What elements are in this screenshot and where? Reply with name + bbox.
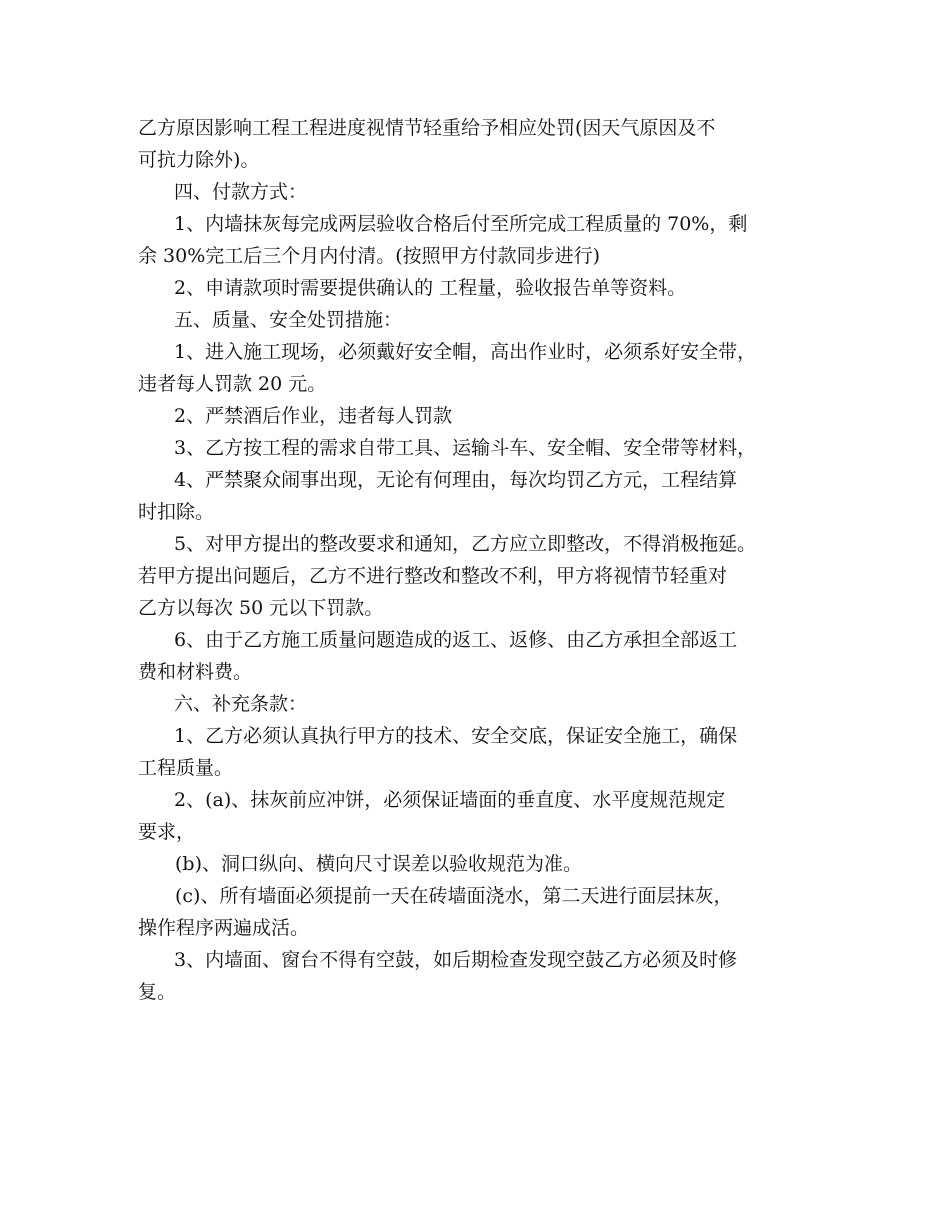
text-line: 五、质量、安全处罚措施： [174, 309, 403, 331]
text-line: 2、申请款项时需要提供确认的 工程量，验收报告单等资料。 [174, 277, 687, 299]
text-line: 1、乙方必须认真执行甲方的技术、安全交底，保证安全施工，确保 [174, 725, 738, 747]
text-line: 可抗力除外)。 [138, 149, 260, 171]
text-line: (b)、洞口纵向、横向尺寸误差以验收规范为准。 [175, 853, 582, 875]
text-line: 操作程序两遍成活。 [138, 917, 310, 939]
text-line: 4、严禁聚众闹事出现，无论有何理由，每次均罚乙方元，工程结算 [174, 469, 738, 491]
text-line: 5、对甲方提出的整改要求和通知，乙方应立即整改，不得消极拖延。 [174, 533, 757, 555]
text-line: 六、补充条款： [174, 693, 308, 715]
text-line: 四、付款方式： [174, 181, 308, 203]
text-line: 2、严禁酒后作业，违者每人罚款 [174, 405, 453, 427]
text-line: 乙方原因影响工程工程进度视情节轻重给予相应处罚(因天气原因及不 [138, 117, 716, 139]
text-line: 1、进入施工现场，必须戴好安全帽，高出作业时，必须系好安全带， [174, 341, 757, 363]
text-line: 6、由于乙方施工质量问题造成的返工、返修、由乙方承担全部返工 [174, 629, 738, 651]
text-line: 2、(a)、抹灰前应冲饼，必须保证墙面的垂直度、水平度规范规定 [174, 789, 726, 811]
text-line: 工程质量。 [138, 757, 234, 779]
text-line: 复。 [138, 981, 177, 1003]
text-line: 1、内墙抹灰每完成两层验收合格后付至所完成工程质量的 70%，剩 [174, 213, 748, 235]
text-line: 时扣除。 [138, 501, 215, 523]
text-line: 余 30%完工后三个月内付清。(按照甲方付款同步进行) [138, 245, 601, 267]
text-line: 乙方以每次 50 元以下罚款。 [138, 597, 384, 619]
text-line: 3、内墙面、窗台不得有空鼓，如后期检查发现空鼓乙方必须及时修 [174, 949, 738, 971]
text-line: 费和材料费。 [138, 661, 253, 683]
text-line: (c)、所有墙面必须提前一天在砖墙面浇水，第二天进行面层抹灰， [175, 885, 733, 907]
text-line: 要求， [138, 821, 196, 843]
text-line: 若甲方提出问题后，乙方不进行整改和整改不利，甲方将视情节轻重对 [138, 565, 728, 587]
text-line: 3、乙方按工程的需求自带工具、运输斗车、安全帽、安全带等材料， [174, 437, 757, 459]
document-page [138, 112, 828, 1008]
text-line: 违者每人罚款 20 元。 [138, 373, 327, 395]
